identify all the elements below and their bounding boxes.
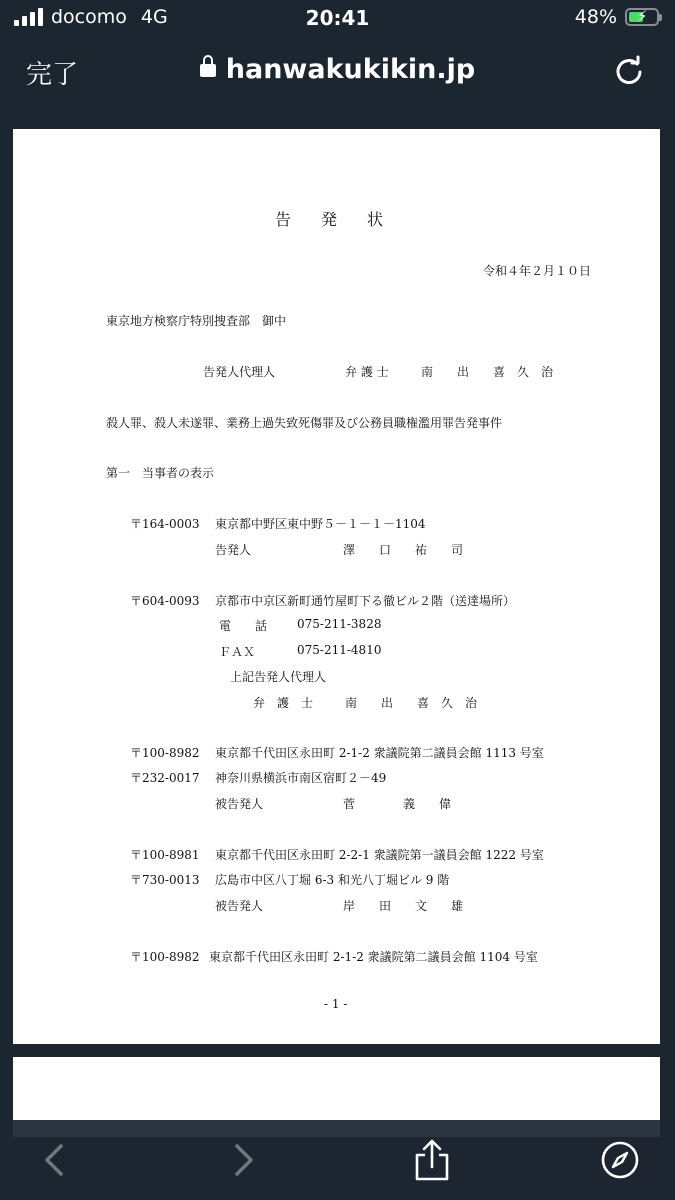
agent-caption: 上記告発人代理人 — [230, 670, 327, 684]
party-zip: 〒100-8982 — [130, 746, 200, 760]
lock-icon — [200, 64, 216, 77]
party-role: 被告発人 — [215, 899, 264, 913]
page-number: - 1 - — [324, 997, 348, 1011]
party-role: 告発人 — [215, 543, 252, 557]
party-address: 東京都千代田区永田町 2-1-2 衆議院第二議員会館 1113 号室 — [215, 746, 544, 760]
party-name: 菅 義 偉 — [343, 797, 452, 811]
agent-title: 弁 護 士 — [345, 365, 389, 379]
fax-label: ＦＡＸ — [219, 645, 256, 659]
tel-number: 075-211-3828 — [297, 617, 382, 631]
party-name: 岸 田 文 雄 — [343, 899, 464, 913]
network-type: 4G — [140, 6, 168, 28]
party-zip: 〒604-0093 — [130, 594, 200, 608]
browser-nav-bar — [0, 40, 675, 110]
document-title: 告発状 — [275, 210, 414, 229]
battery-info — [575, 6, 659, 28]
tel-label: 電 話 — [219, 619, 268, 633]
party-address: 東京都千代田区永田町 2-2-1 衆議院第一議員会館 1222 号室 — [215, 848, 544, 862]
fax-number: 075-211-4810 — [297, 643, 382, 657]
clock: 20:41 — [305, 6, 370, 30]
forward-icon[interactable] — [224, 1138, 264, 1182]
party-zip: 〒730-0013 — [130, 873, 200, 887]
party-zip: 〒164-0003 — [130, 517, 200, 531]
url-display[interactable] — [0, 54, 675, 85]
share-icon[interactable] — [412, 1138, 452, 1182]
agent-label: 告発人代理人 — [203, 365, 276, 379]
party-address: 京都市中京区新町通竹屋町下る徹ビル２階（送達場所） — [215, 594, 516, 608]
agent-name: 南 出 喜 久 治 — [345, 696, 478, 710]
section-heading: 第一 当事者の表示 — [106, 466, 215, 480]
reload-icon[interactable] — [613, 54, 645, 86]
party-zip: 〒100-8982 — [130, 950, 200, 964]
party-address: 東京都中野区東中野５－１－１－1104 — [215, 517, 426, 531]
back-icon[interactable] — [34, 1138, 74, 1182]
browser-toolbar — [0, 1120, 675, 1200]
party-name: 澤 口 祐 司 — [343, 543, 464, 557]
case-title: 殺人罪、殺人未遂罪、業務上過失致死傷罪及び公務員職権濫用罪告発事件 — [106, 416, 503, 430]
agent-name: 南 出 喜 久 治 — [421, 365, 554, 379]
safari-compass-icon[interactable] — [600, 1138, 640, 1182]
party-role: 被告発人 — [215, 797, 264, 811]
battery-icon: ⚡ — [625, 8, 659, 26]
document-date: 令和４年２月１０日 — [483, 264, 592, 278]
party-zip: 〒100-8981 — [130, 848, 200, 862]
addressee: 東京地方検察庁特別捜査部 御中 — [106, 314, 287, 328]
party-address: 東京都千代田区永田町 2-1-2 衆議院第二議員会館 1104 号室 — [209, 950, 538, 964]
battery-percent: 48% — [574, 6, 617, 28]
party-zip: 〒232-0017 — [130, 771, 200, 785]
url-text: hanwakukikin.jp — [225, 54, 476, 85]
status-bar — [0, 0, 675, 38]
done-button[interactable]: 完了 — [26, 54, 78, 91]
party-address: 広島市中区八丁堀 6-3 和光八丁堀ビル 9 階 — [215, 873, 450, 887]
agent-title: 弁 護 士 — [253, 696, 314, 710]
party-address: 神奈川県横浜市南区宿町２－49 — [215, 771, 387, 785]
carrier-name: docomo — [51, 6, 127, 28]
document-page — [13, 129, 660, 1044]
